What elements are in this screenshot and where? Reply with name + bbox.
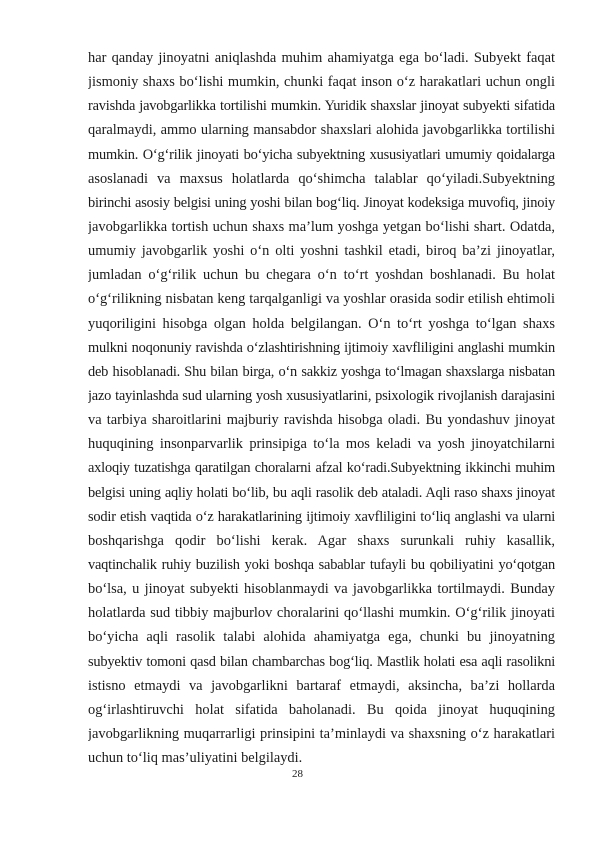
text-line: istisno etmaydi va javobgarlikni bartaraf etmaydi, aksincha, ba’zi hollarda: [88, 677, 555, 694]
text-line: huquqining insonparvarlik prinsipiga to‘la mos keladi va yosh jinoyatchilarni: [88, 436, 555, 453]
text-line: asoslanadi va maxsus holatlarda qo‘shimcha talablar qo‘yiladi.Subyektning: [88, 170, 555, 187]
text-line: mumkin. O‘g‘rilik jinoyati bo‘yicha subyektning xususiyatlari umumiy qoidalarga: [88, 146, 555, 163]
text-line: holatlarda sud tibbiy majburlov choralarini qo‘llashi mumkin. O‘g‘rilik jinoyati: [88, 605, 555, 622]
text-line: subyektiv tomoni qasd bilan chambarchas bog‘liq. Mastlik holati esa aqli rasolikni: [88, 653, 555, 670]
text-line: uchun to‘liq mas’uliyatini belgilaydi.: [88, 750, 303, 767]
text-line: yuqoriligini hisobga olgan holda belgilangan. O‘n to‘rt yoshga to‘lgan shaxs: [88, 315, 555, 332]
text-line: bo‘yicha aqli rasolik talabi alohida ahamiyatga ega, chunki bu jinoyatning: [88, 629, 555, 646]
text-line: axloqiy tuzatishga qaratilgan choralarni afzal ko‘radi.Subyektning ikkinchi muhim: [88, 460, 555, 477]
text-line: javobgarlikka tortish uchun shaxs ma’lum yoshga yetgan bo‘lishi shart. Odatda,: [88, 218, 555, 235]
text-line: umumiy javobgarlik yoshi o‘n olti yoshni tashkil etadi, biroq ba’zi jinoyatlar,: [88, 243, 555, 260]
text-line: mulkni noqonuniy ravishda o‘zlashtirishning ijtimoiy xavfliligini anglashi mumkin: [88, 339, 555, 356]
text-line: va tarbiya sharoitlarini majburiy ravishda hisobga oladi. Bu yondashuv jinoyat: [88, 412, 555, 429]
page-number: 28: [292, 768, 303, 780]
body-text: [88, 46, 555, 770]
text-line: jazo tayinlashda sud ularning yosh xususiyatlarini, psixologik rivojlanish darajasini: [88, 387, 555, 404]
text-line: ravishda javobgarlikka tortilishi mumkin. Yuridik shaxslar jinoyat subyekti sifatida: [88, 98, 555, 115]
text-line: jismoniy shaxs bo‘lishi mumkin, chunki faqat inson o‘z harakatlari uchun ongli: [88, 74, 555, 91]
text-line: vaqtinchalik ruhiy buzilish yoki boshqa sabablar tufayli bu qobiliyatini yo‘qotgan: [88, 556, 555, 573]
text-line: o‘g‘rilikning nisbatan keng tarqalganligi va yoshlar orasida sodir etilish ehtimoli: [88, 291, 555, 308]
text-line: har qanday jinoyatni aniqlashda muhim ahamiyatga ega bo‘ladi. Subyekt faqat: [88, 50, 555, 66]
text-line: bo‘lsa, u jinoyat subyekti hisoblanmaydi va javobgarlikka tortilmaydi. Bunday: [88, 581, 555, 598]
text-line: sodir etish vaqtida o‘z harakatlarining ijtimoiy xavfliligini to‘liq anglashi va ularni: [88, 508, 555, 525]
text-line: belgisi uning aqliy holati bo‘lib, bu aqli rasolik deb ataladi. Aqli raso shaxs jinoyat: [88, 484, 555, 501]
text-line: og‘irlashtiruvchi holat sifatida baholanadi. Bu qoida jinoyat huquqining: [88, 701, 555, 718]
text-line: boshqarishga qodir bo‘lishi kerak. Agar shaxs surunkali ruhiy kasallik,: [88, 532, 555, 549]
text-line: javobgarlikning muqarrarligi prinsipini ta’minlaydi va shaxsning o‘z harakatlari: [88, 725, 555, 742]
text-line: jumladan o‘g‘rilik uchun bu chegara o‘n to‘rt yoshdan boshlanadi. Bu holat: [88, 267, 555, 284]
text-line: deb hisoblanadi. Shu bilan birga, o‘n sakkiz yoshga to‘lmagan shaxslarga nisbatan: [88, 363, 555, 380]
text-line: birinchi asosiy belgisi uning yoshi bilan bog‘liq. Jinoyat kodeksiga muvofiq, jinoiy: [88, 194, 555, 211]
text-line: qaralmaydi, ammo ularning mansabdor shaxslari alohida javobgarlikka tortilishi: [88, 122, 555, 139]
